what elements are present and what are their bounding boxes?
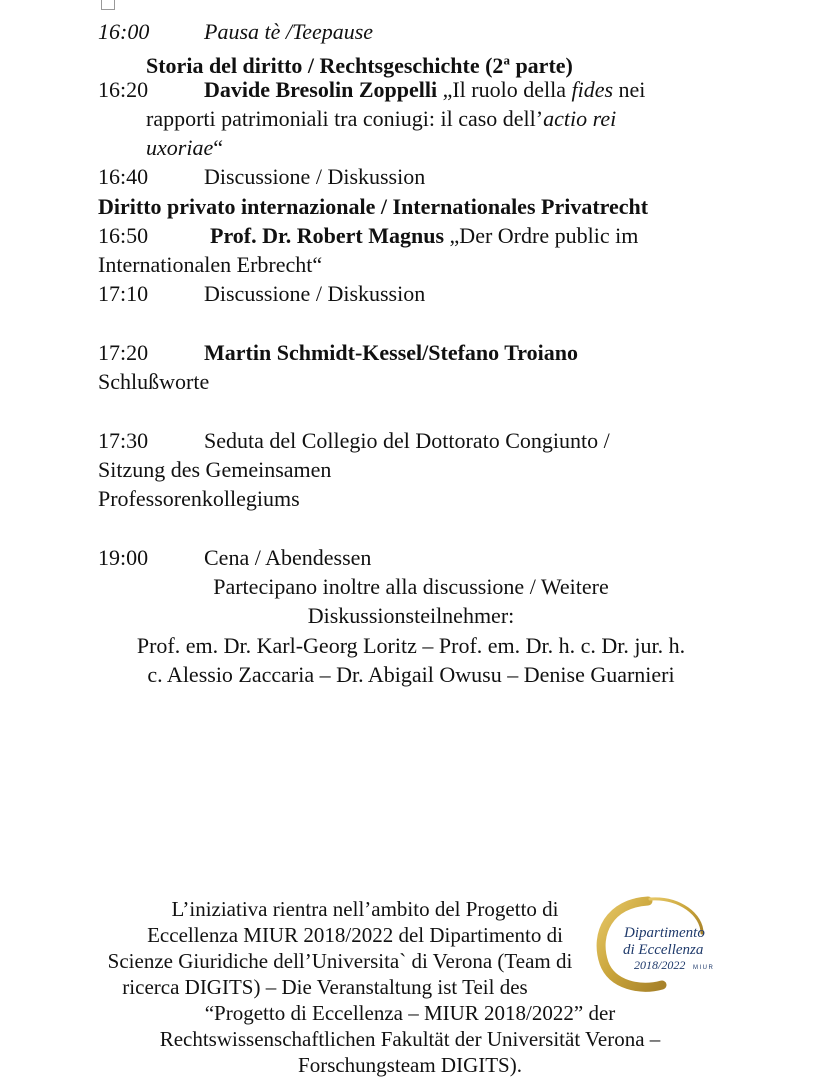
footer-line3: Scienze Giuridiche dell’Universita` di Verona (Team di (107, 949, 573, 973)
participants-line1: Partecipano inoltre alla discussione / Weitere (213, 574, 609, 599)
dinner-time: 19:00 (98, 545, 149, 570)
footer-line6: Rechtswissenschaftlichen Fakultät der Universität Verona – (159, 1027, 661, 1051)
section-heading-private-international-law: Diritto privato internazionale / Internationales Privatrecht (98, 194, 649, 219)
footer-line4: ricerca DIGITS) – Die Veranstaltung ist Teil des (122, 975, 528, 999)
footer-line7: Forschungsteam DIGITS). (298, 1053, 522, 1077)
talk2-time: 16:50 (98, 223, 149, 248)
logo-years: 2018/2022 (634, 958, 686, 972)
pause-label: Pausa tè /Teepause (204, 19, 374, 44)
talk1-line3: uxoriae“ (146, 135, 223, 160)
closing-time: 17:20 (98, 340, 149, 365)
disc2-time: 17:10 (98, 281, 149, 306)
meeting-line3: Professorenkollegiums (98, 486, 300, 511)
talk2-line2: Internationalen Erbrecht“ (98, 252, 323, 277)
disc2-label: Discussione / Diskussion (204, 281, 426, 306)
talk1-line2: rapporti patrimoniali tra coniugi: il caso dell’actio rei (146, 106, 617, 131)
footer-line1: L’iniziativa rientra nell’ambito del Progetto di (171, 897, 559, 921)
closing-speakers: Martin Schmidt-Kessel/Stefano Troiano (204, 340, 578, 365)
footer-line2: Eccellenza MIUR 2018/2022 del Dipartimento di (147, 923, 563, 947)
section-heading-legal-history: Storia del diritto / Rechtsgeschichte (2$^a$ parte) (146, 53, 573, 79)
disc1-label: Discussione / Diskussion (204, 164, 426, 189)
logo-org: MIUR (693, 965, 715, 971)
talk2-line1: Prof. Dr. Robert Magnus „Der Ordre public im (210, 223, 639, 248)
logo-line1: Dipartimento (624, 925, 705, 941)
disc1-time: 16:40 (98, 164, 149, 189)
talk1-line1: Davide Bresolin Zoppelli „Il ruolo della fides nei (204, 77, 646, 102)
pause-time: 16:00 (98, 19, 150, 44)
closing-label: Schlußworte (98, 369, 210, 394)
meeting-time: 17:30 (98, 428, 149, 453)
dipartimento-eccellenza-logo (590, 893, 730, 993)
meeting-line1: Seduta del Collegio del Dottorato Congiunto / (204, 428, 610, 453)
talk2-speaker: Prof. Dr. Robert Magnus (210, 223, 445, 248)
logo-ring-icon (590, 893, 730, 993)
participants-line2: Diskussionsteilnehmer: (307, 603, 515, 628)
participants-line3: Prof. em. Dr. Karl-Georg Loritz – Prof. em. Dr. h. c. Dr. jur. h. (136, 633, 686, 658)
logo-line2: di Eccellenza (623, 942, 704, 958)
meeting-line2: Sitzung des Gemeinsamen (98, 457, 332, 482)
talk1-time: 16:20 (98, 77, 149, 102)
checkbox-glyph (101, 0, 115, 10)
footer-line5: “Progetto di Eccellenza – MIUR 2018/2022” der (204, 1001, 616, 1025)
talk1-speaker: Davide Bresolin Zoppelli (204, 77, 438, 102)
dinner-label: Cena / Abendessen (204, 545, 372, 570)
participants-line4: c. Alessio Zaccaria – Dr. Abigail Owusu – Denise Guarnieri (147, 662, 675, 687)
